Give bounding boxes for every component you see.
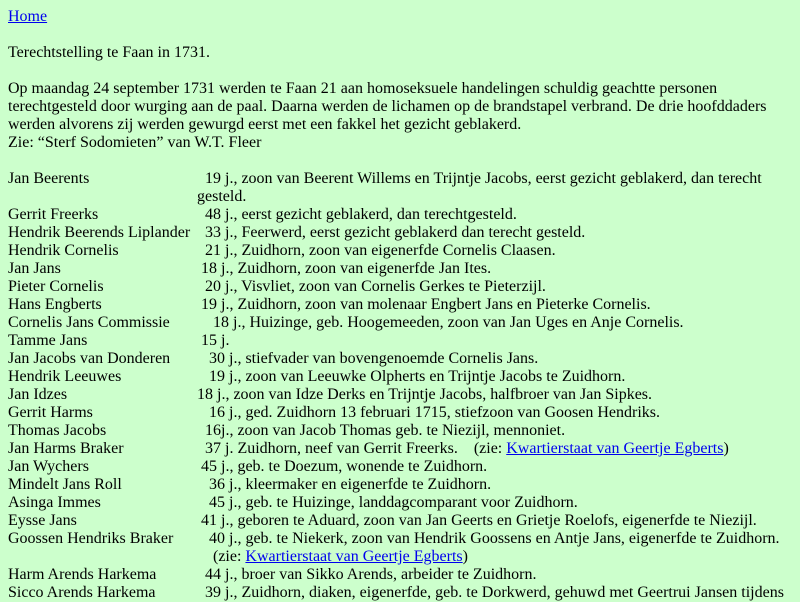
person-description <box>197 404 792 422</box>
page-title: Terechtstelling te Faan in 1731. <box>8 44 210 61</box>
person-name: Jan Harms Braker <box>8 440 124 457</box>
person-name: Hans Engberts <box>8 296 102 313</box>
description-text: 48 j., eerst gezicht geblakerd, dan terechtgesteld. <box>197 206 517 223</box>
kwartierstaat-link[interactable]: Kwartierstaat van Geertje Egberts <box>506 440 724 457</box>
person-row <box>8 314 792 332</box>
person-name: Cornelis Jans Commissie <box>8 314 170 331</box>
description-text: 45 j., geb. te Doezum, wonende te Zuidhorn. <box>197 458 488 475</box>
description-text: 19 j., Zuidhorn, zoon van molenaar Engbert Jans en Pieterke Cornelis. <box>197 296 651 313</box>
person-name: Gerrit Freerks <box>8 206 99 223</box>
person-row <box>8 404 792 422</box>
person-row <box>8 494 792 512</box>
intro-paragraph <box>8 80 792 152</box>
person-name: Jan Jacobs van Donderen <box>8 350 171 367</box>
person-name: Gerrit Harms <box>8 404 93 421</box>
description-text: 18 j., Huizinge, geb. Hoogemeeden, zoon van Jan Uges en Anje Cornelis. <box>197 314 684 331</box>
person-description <box>197 566 792 584</box>
home-link[interactable]: Home <box>8 8 48 25</box>
person-row <box>8 278 792 296</box>
person-description <box>197 224 792 242</box>
page-content <box>8 8 792 602</box>
person-name: Jan Wychers <box>8 458 89 475</box>
person-description <box>197 494 792 512</box>
person-name: Sicco Arends Harkema <box>8 584 156 601</box>
person-description <box>197 242 792 260</box>
person-description <box>197 170 792 206</box>
person-name: Tamme Jans <box>8 332 88 349</box>
person-description <box>197 278 792 296</box>
person-name: Thomas Jacobs <box>8 422 107 439</box>
person-name: Jan Beerents <box>8 170 90 187</box>
description-text: 18 j., zoon van Idze Derks en Trijntje Jacobs, halfbroer van Jan Sipkes. <box>197 386 653 403</box>
intro-line-1: Op maandag 24 september 1731 werden te Faan 21 aan homoseksuele handelingen schuldig geachtte personen <box>8 80 718 97</box>
person-row <box>8 170 792 206</box>
person-row <box>8 512 792 530</box>
description-text: 21 j., Zuidhorn, zoon van eigenerfde Cornelis Claasen. <box>197 242 556 259</box>
description-text: 19 j., zoon van Beerent Willems en Trijntje Jacobs, eerst gezicht geblakerd, dan terecht gesteld. <box>197 170 766 205</box>
person-description <box>197 260 792 278</box>
person-name: Goossen Hendriks Braker <box>8 530 174 547</box>
person-row <box>8 296 792 314</box>
person-name: Hendrik Leeuwes <box>8 368 122 385</box>
person-description <box>197 530 792 566</box>
description-text: 45 j., geb. te Huizinge, landdagcomparant voor Zuidhorn. <box>197 494 578 511</box>
kwartierstaat-link[interactable]: Kwartierstaat van Geertje Egberts <box>245 548 463 565</box>
person-row <box>8 206 792 224</box>
description-text: 19 j., zoon van Leeuwke Olpherts en Trijntje Jacobs te Zuidhorn. <box>197 368 626 385</box>
person-name: Jan Idzes <box>8 386 68 403</box>
person-name: Asinga Immes <box>8 494 101 511</box>
persons-table <box>8 170 792 602</box>
person-description <box>197 296 792 314</box>
description-text: 16 j., ged. Zuidhorn 13 februari 1715, stiefzoon van Goosen Hendriks. <box>197 404 661 421</box>
person-name: Harm Arends Harkema <box>8 566 157 583</box>
person-name: Eysse Jans <box>8 512 77 529</box>
person-name: Pieter Cornelis <box>8 278 104 295</box>
person-row <box>8 530 792 566</box>
description-text: 37 j. Zuidhorn, neef van Gerrit Freerks. (zie: <box>197 440 507 457</box>
person-name: Mindelt Jans Roll <box>8 476 122 493</box>
person-row <box>8 386 792 404</box>
person-row <box>8 260 792 278</box>
person-description <box>197 584 792 602</box>
person-description <box>197 440 792 458</box>
person-name: Jan Jans <box>8 260 61 277</box>
description-text: 18 j., Zuidhorn, zoon van eigenerfde Jan Ites. <box>197 260 492 277</box>
person-row <box>8 458 792 476</box>
description-text: 41 j., geboren te Aduard, zoon van Jan Geerts en Grietje Roelofs, eigenerfde te Niezijl. <box>197 512 757 529</box>
person-row <box>8 566 792 584</box>
closing-paren: ) <box>462 548 468 565</box>
person-row <box>8 350 792 368</box>
description-text: 44 j., broer van Sikko Arends, arbeider te Zuidhorn. <box>197 566 537 583</box>
person-name: Hendrik Beerends Liplander <box>8 224 191 241</box>
person-description <box>197 458 792 476</box>
description-text: 33 j., Feerwerd, eerst gezicht geblakerd dan terecht gesteld. <box>197 224 586 241</box>
person-description <box>197 314 792 332</box>
person-description <box>197 332 792 350</box>
description-text: 20 j., Visvliet, zoon van Cornelis Gerkes te Pieterzijl. <box>197 278 546 295</box>
person-row <box>8 332 792 350</box>
person-description <box>197 368 792 386</box>
person-row <box>8 368 792 386</box>
person-row <box>8 584 792 602</box>
description-text: 36 j., kleermaker en eigenerfde te Zuidhorn. <box>197 476 492 493</box>
person-description <box>197 386 792 404</box>
description-text: 40 j., geb. te Niekerk, zoon van Hendrik Goossens en Antje Jans, eigenerfde te Zuidhorn. <box>197 530 780 547</box>
person-description <box>197 422 792 440</box>
intro-source: Zie: “Sterf Sodomieten” van W.T. Fleer <box>8 134 262 151</box>
see-prefix: (zie: <box>197 548 246 565</box>
person-name: Hendrik Cornelis <box>8 242 119 259</box>
person-description <box>197 476 792 494</box>
person-description <box>197 350 792 368</box>
intro-line-2: terechtgesteld door wurging aan de paal. Daarna werden de lichamen op de brandstapel verbrand. De drie hoofddaders <box>8 98 767 115</box>
person-description <box>197 512 792 530</box>
description-text: 39 j., Zuidhorn, diaken, eigenerfde, geb. te Dorkwerd, gehuwd met Geertrui Jansen tijdens <box>197 584 784 601</box>
description-text: 16j., zoon van Jacob Thomas geb. te Niezijl, mennoniet. <box>197 422 566 439</box>
person-row <box>8 440 792 458</box>
person-row <box>8 224 792 242</box>
intro-line-3: werden alvorens zij werden gewurgd eerst met een fakkel het gezicht geblakerd. <box>8 116 522 133</box>
person-description <box>197 206 792 224</box>
description-text: 30 j., stiefvader van bovengenoemde Cornelis Jans. <box>197 350 539 367</box>
person-row <box>8 422 792 440</box>
person-row <box>8 476 792 494</box>
person-row <box>8 242 792 260</box>
description-text: 15 j. <box>197 332 230 349</box>
closing-paren: ) <box>723 440 729 457</box>
